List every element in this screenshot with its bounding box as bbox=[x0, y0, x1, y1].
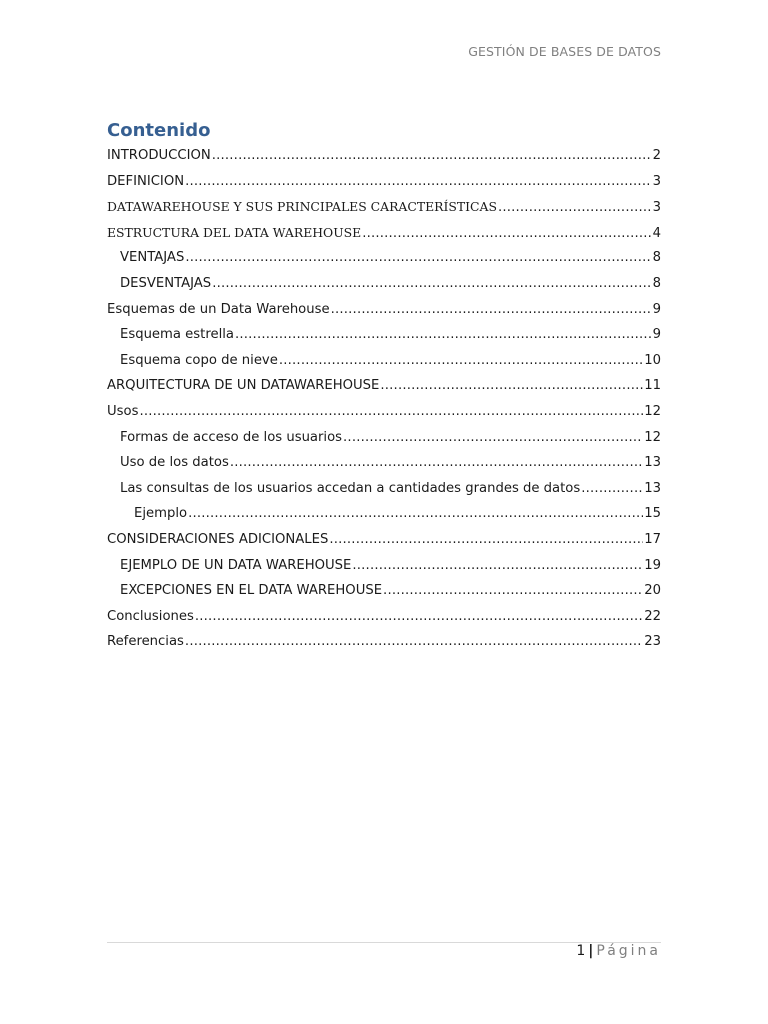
toc-title: Contenido bbox=[107, 120, 211, 141]
toc-entry-page: 22 bbox=[644, 608, 661, 624]
toc-entry-text: CONSIDERACIONES ADICIONALES bbox=[107, 531, 329, 547]
toc-entry-text: Esquemas de un Data Warehouse bbox=[107, 301, 330, 317]
footer-separator: | bbox=[588, 943, 594, 959]
toc-entry-page: 4 bbox=[652, 225, 661, 241]
toc-entry-text: Usos bbox=[107, 403, 139, 419]
toc-entry-desventajas[interactable] bbox=[107, 271, 661, 297]
toc-dot-leader bbox=[188, 501, 643, 527]
toc-entry-ejemplo[interactable] bbox=[107, 501, 661, 527]
toc-entry-referencias[interactable] bbox=[107, 629, 661, 655]
toc-entry-text: EJEMPLO DE UN DATA WAREHOUSE bbox=[120, 557, 352, 573]
toc-entry-page: 11 bbox=[644, 378, 661, 394]
toc-entry-excepciones[interactable] bbox=[107, 578, 661, 604]
toc-dot-leader bbox=[498, 195, 652, 221]
toc-entry-consultas[interactable] bbox=[107, 476, 661, 502]
toc-entry-page: 23 bbox=[644, 634, 661, 650]
toc-dot-leader bbox=[581, 476, 643, 502]
toc-entry-text: DATAWAREHOUSE Y SUS PRINCIPALES CARACTERÍSTICAS bbox=[107, 199, 497, 215]
toc-entry-text: Las consultas de los usuarios accedan a cantidades grandes de datos bbox=[120, 480, 581, 496]
toc-dot-leader bbox=[343, 425, 643, 451]
toc-entry-page: 20 bbox=[644, 583, 661, 599]
toc-entry-page: 9 bbox=[652, 301, 661, 317]
page-number: 1 bbox=[576, 943, 586, 959]
toc-dot-leader bbox=[195, 604, 643, 630]
toc-entry-formas-acceso[interactable] bbox=[107, 425, 661, 451]
toc-entry-page: 10 bbox=[644, 352, 661, 368]
table-of-contents bbox=[107, 143, 661, 655]
toc-dot-leader bbox=[235, 322, 652, 348]
toc-dot-leader bbox=[212, 271, 651, 297]
toc-entry-text: EXCEPCIONES EN EL DATA WAREHOUSE bbox=[120, 583, 383, 599]
toc-entry-text: Esquema copo de nieve bbox=[120, 352, 278, 368]
toc-entry-page: 17 bbox=[644, 531, 661, 547]
toc-dot-leader bbox=[279, 348, 643, 374]
toc-dot-leader bbox=[380, 373, 643, 399]
toc-entry-ventajas[interactable] bbox=[107, 245, 661, 271]
toc-entry-text: DESVENTAJAS bbox=[120, 275, 212, 291]
toc-dot-leader bbox=[185, 169, 652, 195]
toc-entry-page: 15 bbox=[644, 506, 661, 522]
toc-dot-leader bbox=[362, 221, 651, 247]
toc-dot-leader bbox=[185, 245, 651, 271]
toc-entry-page: 19 bbox=[644, 557, 661, 573]
toc-entry-text: VENTAJAS bbox=[120, 250, 185, 266]
toc-entry-esquemas[interactable] bbox=[107, 297, 661, 323]
toc-dot-leader bbox=[230, 450, 643, 476]
toc-entry-esquema-estrella[interactable] bbox=[107, 322, 661, 348]
toc-entry-introduccion[interactable] bbox=[107, 143, 661, 169]
toc-entry-text: INTRODUCCION bbox=[107, 148, 211, 163]
toc-entry-text: Referencias bbox=[107, 634, 184, 650]
toc-entry-estructura[interactable] bbox=[107, 220, 661, 246]
toc-entry-page: 8 bbox=[652, 275, 661, 291]
toc-entry-uso-datos[interactable] bbox=[107, 450, 661, 476]
toc-entry-page: 12 bbox=[644, 429, 661, 445]
toc-entry-text: Formas de acceso de los usuarios bbox=[120, 429, 343, 445]
toc-entry-consideraciones[interactable] bbox=[107, 527, 661, 553]
toc-entry-text: Conclusiones bbox=[107, 608, 194, 624]
page-footer bbox=[576, 943, 661, 959]
toc-dot-leader bbox=[331, 297, 652, 323]
toc-dot-leader bbox=[383, 578, 643, 604]
toc-entry-text: DEFINICION bbox=[107, 173, 185, 189]
page-label: Página bbox=[596, 943, 661, 959]
toc-entry-usos[interactable] bbox=[107, 399, 661, 425]
toc-entry-text: ESTRUCTURA DEL DATA WAREHOUSE bbox=[107, 224, 362, 240]
toc-entry-text: Ejemplo bbox=[134, 506, 188, 522]
toc-entry-page: 3 bbox=[652, 173, 661, 189]
toc-entry-page: 8 bbox=[652, 250, 661, 266]
toc-dot-leader bbox=[185, 629, 643, 655]
toc-entry-text: Uso de los datos bbox=[120, 455, 229, 471]
toc-entry-page: 9 bbox=[652, 327, 661, 343]
toc-entry-page: 12 bbox=[644, 403, 661, 419]
toc-dot-leader bbox=[352, 553, 643, 579]
toc-dot-leader bbox=[329, 527, 643, 553]
toc-entry-page: 13 bbox=[644, 480, 661, 496]
toc-entry-page: 3 bbox=[652, 200, 661, 216]
toc-dot-leader bbox=[212, 143, 652, 169]
toc-entry-caracteristicas[interactable] bbox=[107, 194, 661, 220]
toc-entry-text: Esquema estrella bbox=[120, 327, 234, 343]
toc-entry-arquitectura[interactable] bbox=[107, 373, 661, 399]
running-header: GESTIÓN DE BASES DE DATOS bbox=[468, 44, 661, 59]
toc-entry-text: ARQUITECTURA DE UN DATAWAREHOUSE bbox=[107, 378, 380, 394]
toc-entry-page: 2 bbox=[652, 148, 661, 163]
toc-entry-definicion[interactable] bbox=[107, 169, 661, 195]
toc-entry-ejemplo-dw[interactable] bbox=[107, 553, 661, 579]
toc-entry-conclusiones[interactable] bbox=[107, 604, 661, 630]
toc-dot-leader bbox=[139, 399, 643, 425]
toc-entry-esquema-copo[interactable] bbox=[107, 348, 661, 374]
toc-entry-page: 13 bbox=[644, 455, 661, 471]
